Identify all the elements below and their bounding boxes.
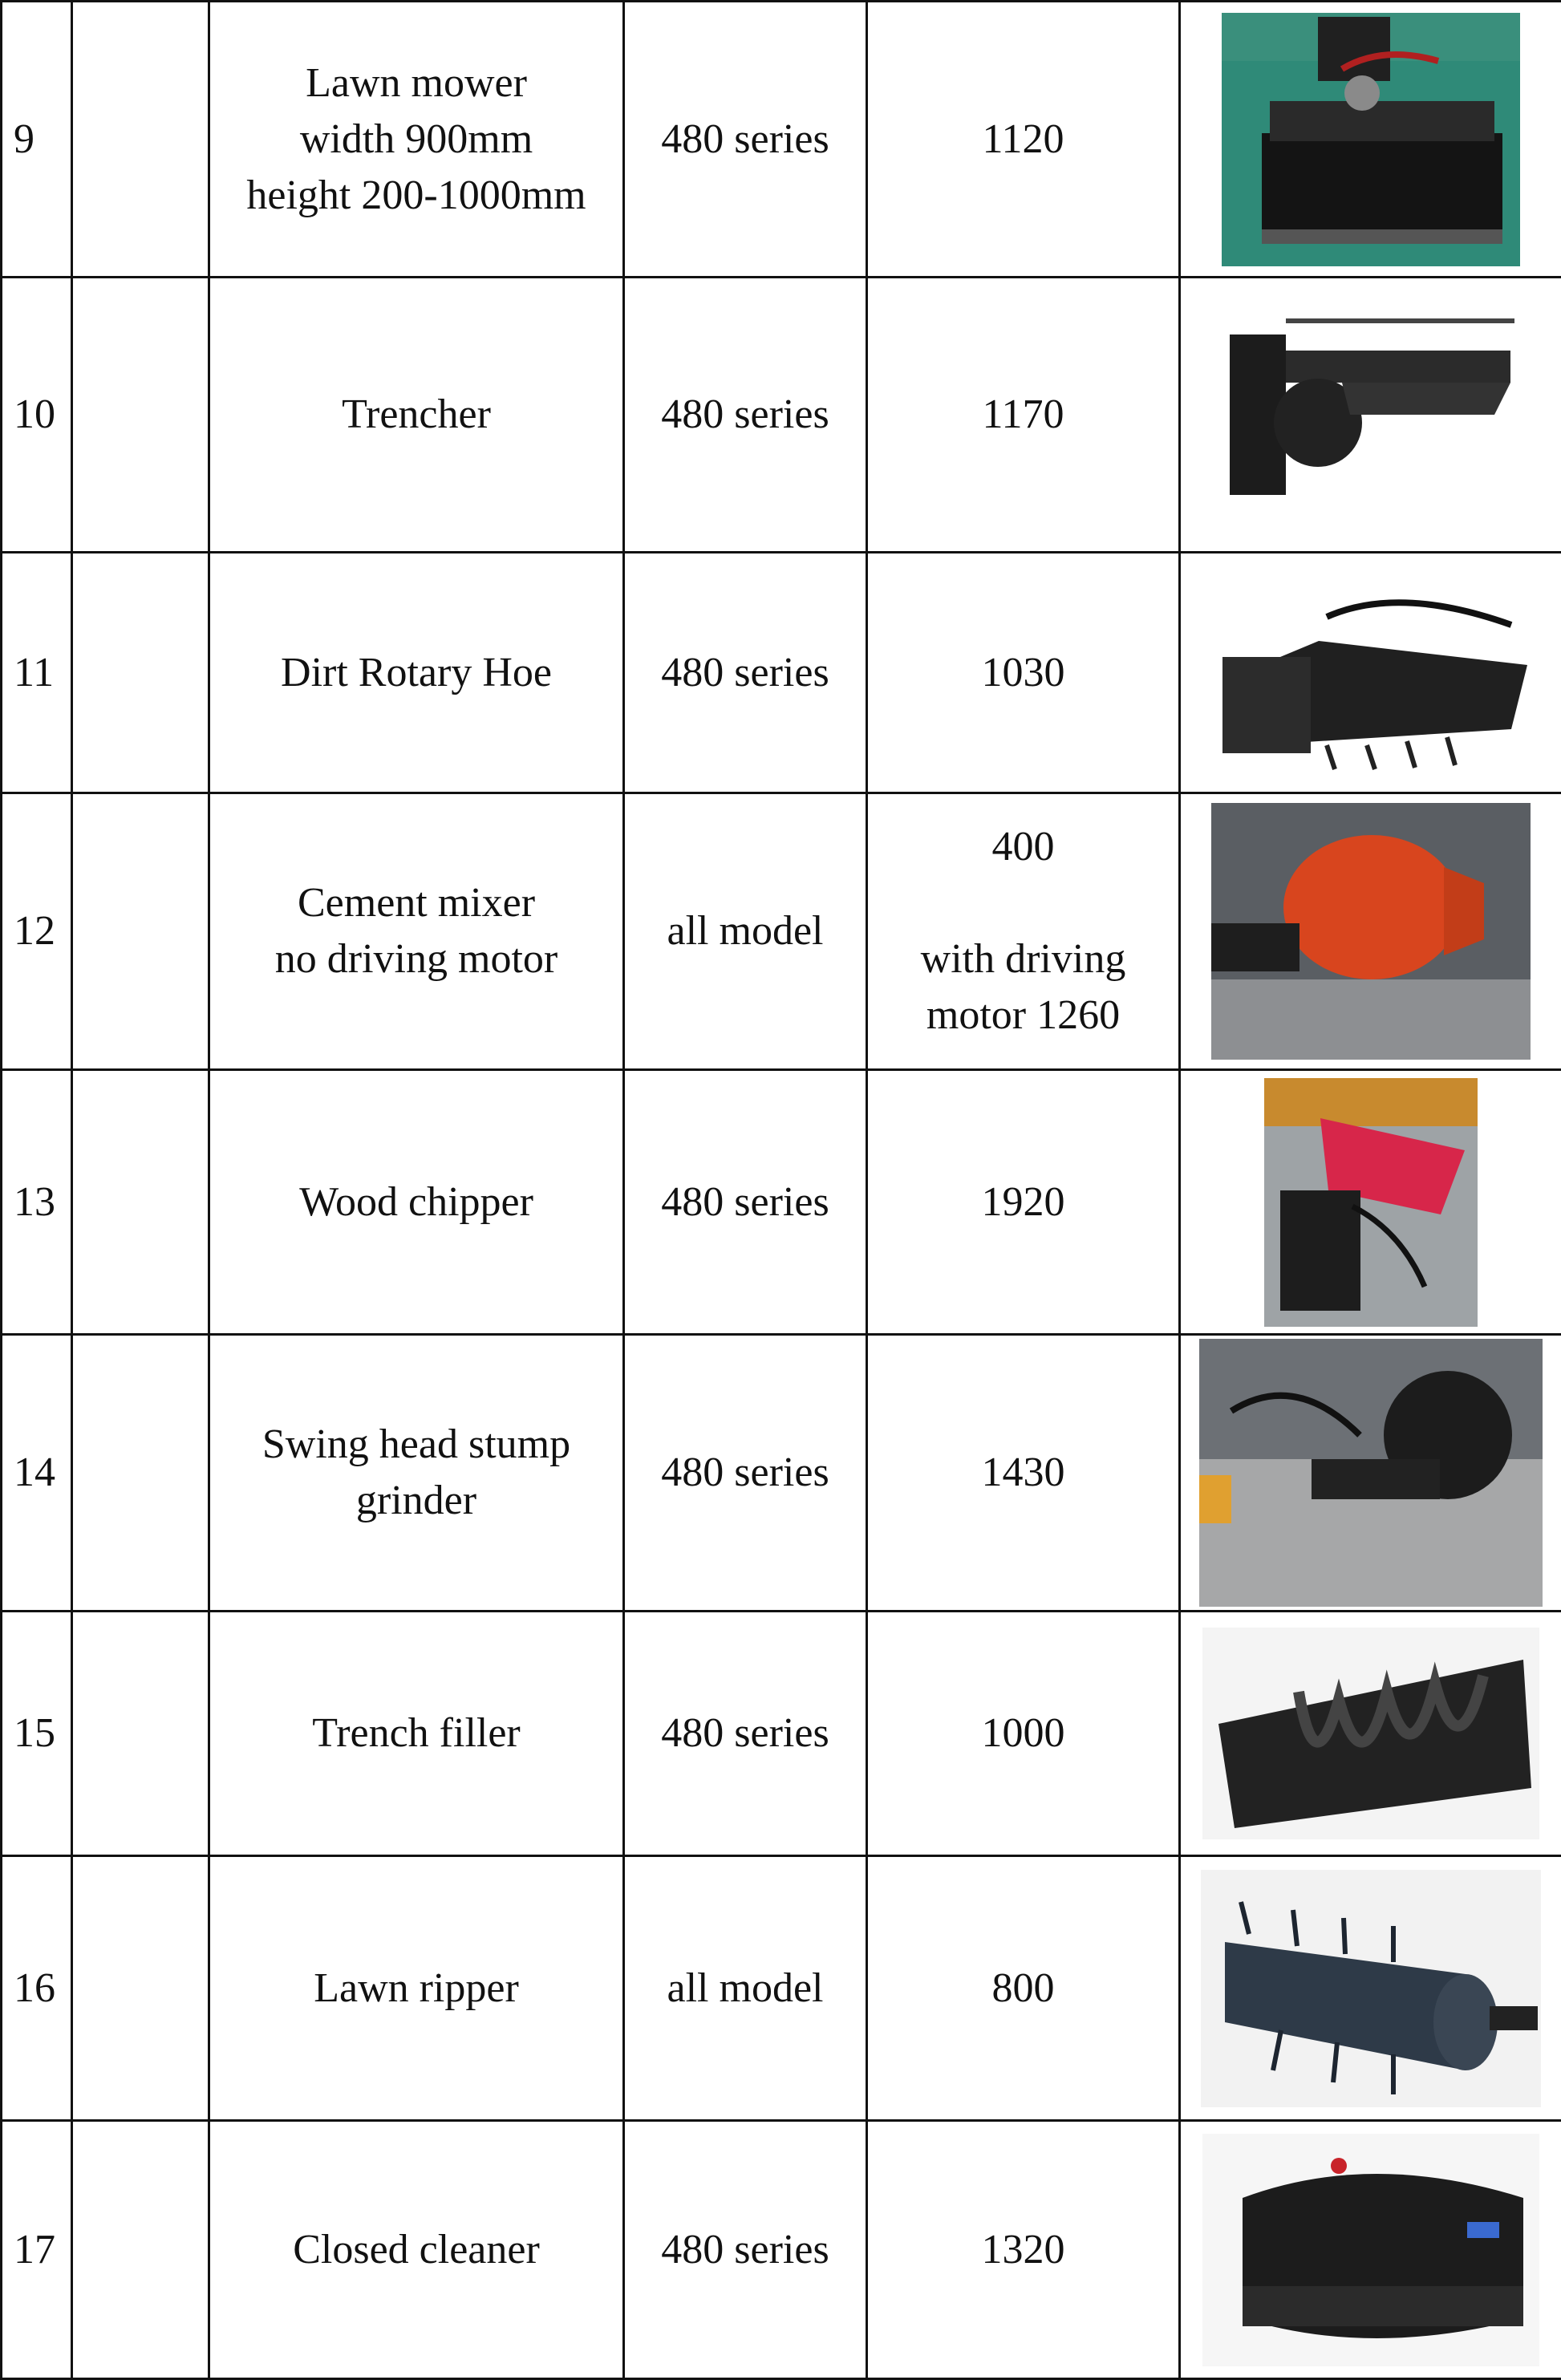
table-row [2,278,1561,553]
photo-cell [1180,1070,1561,1335]
product-name: Trencher [209,278,624,553]
price-cell: 1920 [867,1070,1180,1335]
product-name: Closed cleaner [209,2121,624,2379]
empty-cell [72,1335,209,1612]
row-number: 17 [2,2121,72,2379]
row-number: 12 [2,793,72,1070]
product-name: Lawn ripper [209,1856,624,2121]
row-number: 16 [2,1856,72,2121]
row-number: 13 [2,1070,72,1335]
price-cell: 1430 [867,1335,1180,1612]
photo-cell [1180,2,1561,278]
wood-chipper-photo [1264,1078,1478,1327]
price-cell: 1000 [867,1612,1180,1856]
empty-cell [72,793,209,1070]
photo-cell [1180,278,1561,553]
model-cell: 480 series [624,553,867,793]
closed-cleaner-photo [1202,2134,1539,2366]
lawn-ripper-photo [1201,1870,1541,2107]
model-cell: all model [624,793,867,1070]
table-row [2,1856,1561,2121]
price-cell: 1170 [867,278,1180,553]
trencher-photo [1222,318,1520,511]
model-cell: 480 series [624,278,867,553]
empty-cell [72,278,209,553]
row-number: 14 [2,1335,72,1612]
cement-mixer-photo [1211,803,1531,1060]
rotary-hoe-photo [1206,569,1535,777]
lawn-mower-photo [1222,13,1520,266]
model-cell: 480 series [624,2,867,278]
table-row [2,1612,1561,1856]
photo-cell [1180,1856,1561,2121]
table-row [2,1335,1561,1612]
price-cell: 1320 [867,2121,1180,2379]
row-number: 10 [2,278,72,553]
photo-cell [1180,2121,1561,2379]
stump-grinder-photo [1199,1339,1543,1607]
model-cell: 480 series [624,1612,867,1856]
table-row [2,553,1561,793]
photo-cell [1180,1612,1561,1856]
trench-filler-photo [1202,1628,1539,1839]
row-number: 11 [2,553,72,793]
product-name: Lawn mower width 900mm height 200-1000mm [209,2,624,278]
model-cell: 480 series [624,2121,867,2379]
photo-cell [1180,553,1561,793]
empty-cell [72,1856,209,2121]
model-cell: 480 series [624,1070,867,1335]
empty-cell [72,2121,209,2379]
photo-cell [1180,1335,1561,1612]
model-cell: all model [624,1856,867,2121]
product-name: Wood chipper [209,1070,624,1335]
row-number: 9 [2,2,72,278]
table-row [2,1070,1561,1335]
table-row [2,2121,1561,2379]
price-cell: 1120 [867,2,1180,278]
product-name: Cement mixer no driving motor [209,793,624,1070]
product-name: Swing head stump grinder [209,1335,624,1612]
empty-cell [72,2,209,278]
model-cell: 480 series [624,1335,867,1612]
product-name: Trench filler [209,1612,624,1856]
empty-cell [72,1070,209,1335]
photo-cell [1180,793,1561,1070]
empty-cell [72,1612,209,1856]
table-row [2,793,1561,1070]
price-cell: 1030 [867,553,1180,793]
row-number: 15 [2,1612,72,1856]
product-name: Dirt Rotary Hoe [209,553,624,793]
price-cell: 400 with driving motor 1260 [867,793,1180,1070]
price-cell: 800 [867,1856,1180,2121]
empty-cell [72,553,209,793]
table-row [2,2,1561,278]
